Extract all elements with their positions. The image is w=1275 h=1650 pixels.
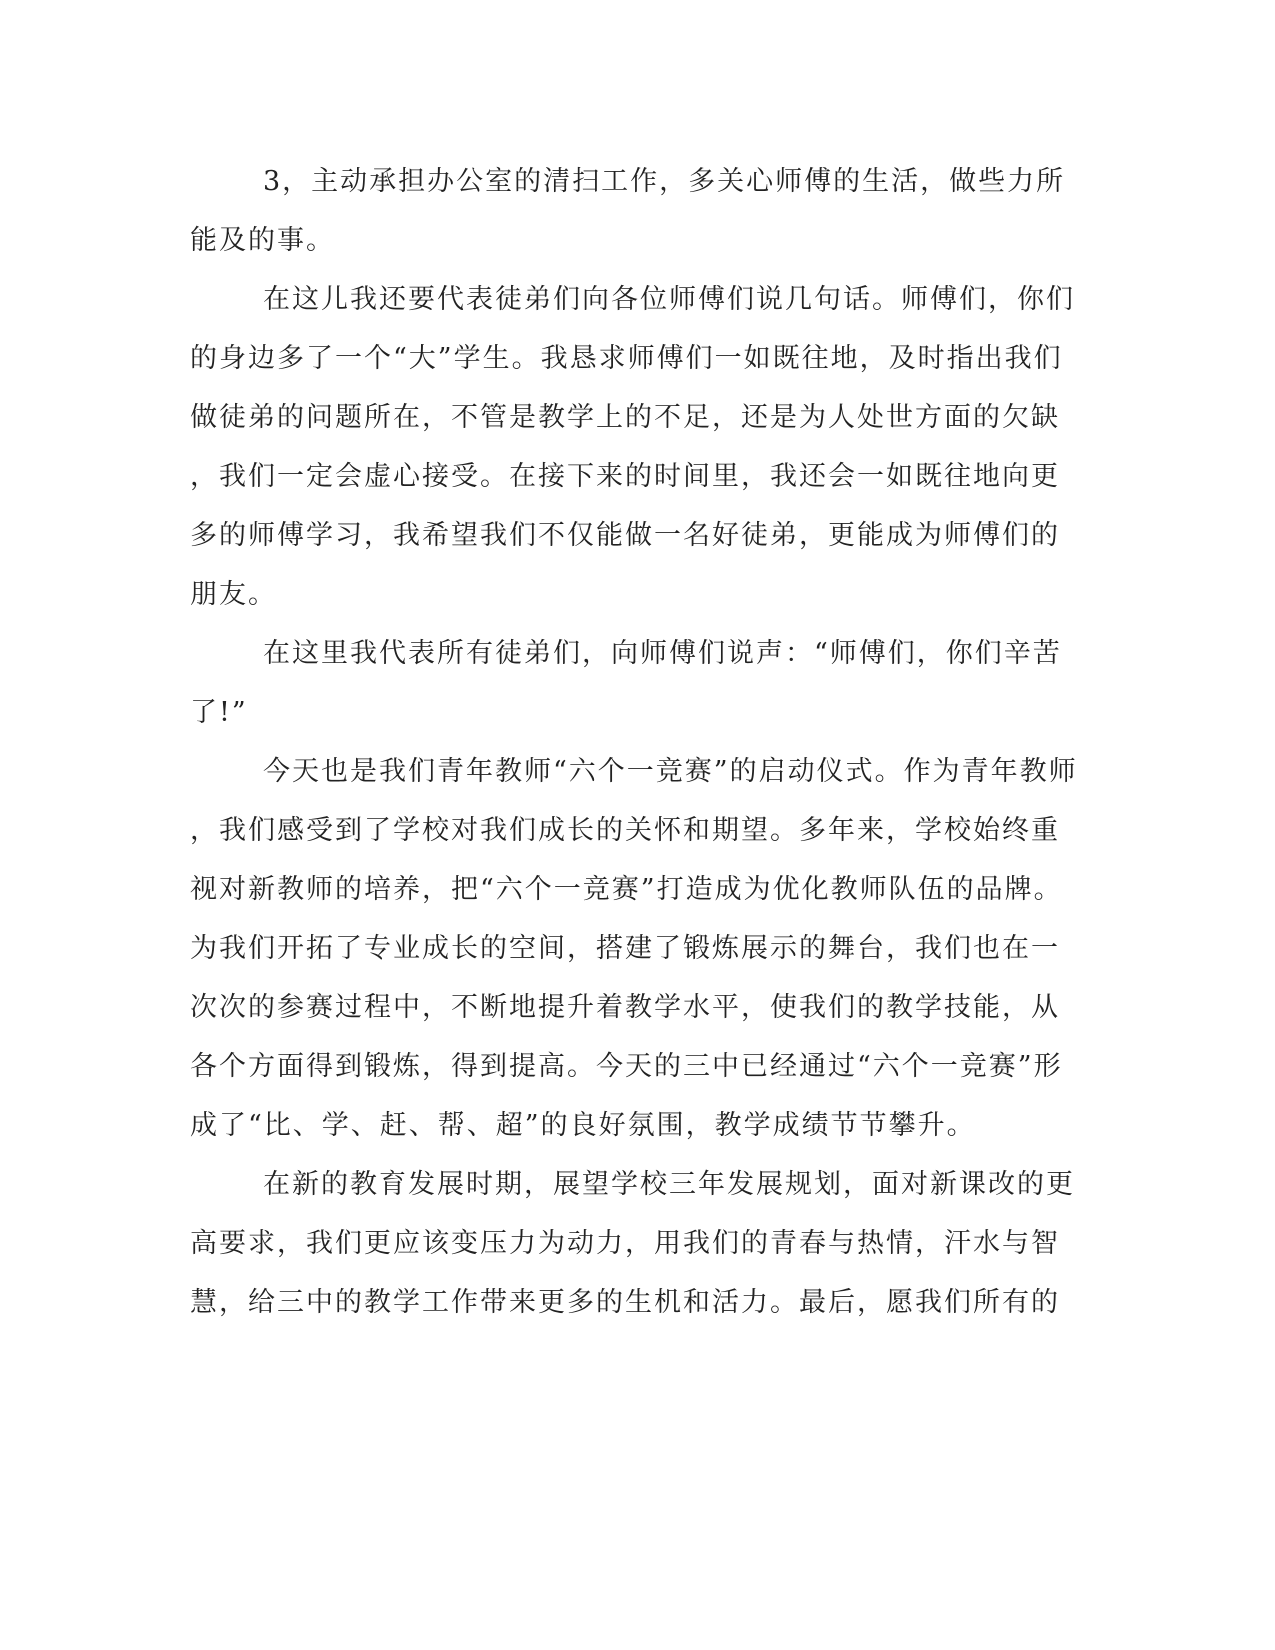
paragraph-line: 能及的事。 [190,225,335,256]
paragraph-line: 在这儿我还要代表徒弟们向各位师傅们说几句话。师傅们，你们 [263,284,1075,315]
paragraph-line: 视对新教师的培养，把“六个一竞赛”打造成为优化教师队伍的品牌。 [190,874,1063,905]
paragraph-line: ，我们感受到了学校对我们成长的关怀和期望。多年来，学校始终重 [190,815,1060,846]
paragraph-line: 各个方面得到锻炼，得到提高。今天的三中已经通过“六个一竞赛”形 [190,1051,1063,1082]
paragraph-line: 了!” [190,697,248,728]
paragraph-line: 慧，给三中的教学工作带来更多的生机和活力。最后，愿我们所有的 [190,1287,1060,1318]
paragraph-line: 成了“比、学、赶、帮、超”的良好氛围，教学成绩节节攀升。 [190,1110,976,1141]
paragraph-line: 为我们开拓了专业成长的空间，搭建了锻炼展示的舞台，我们也在一 [190,933,1060,964]
paragraph-line: 在这里我代表所有徒弟们，向师傅们说声：“师傅们，你们辛苦 [263,638,1062,669]
paragraph-line: 多的师傅学习，我希望我们不仅能做一名好徒弟，更能成为师傅们的 [190,520,1060,551]
paragraph-line: 做徒弟的问题所在，不管是教学上的不足，还是为人处世方面的欠缺 [190,402,1060,433]
paragraph-line: 朋友。 [190,579,277,610]
paragraph-line: ，我们一定会虚心接受。在接下来的时间里，我还会一如既往地向更 [190,461,1060,492]
paragraph-line: 今天也是我们青年教师“六个一竞赛”的启动仪式。作为青年教师 [263,756,1078,787]
paragraph-line: 次次的参赛过程中，不断地提升着教学水平，使我们的教学技能，从 [190,992,1060,1023]
paragraph-line: 3，主动承担办公室的清扫工作，多关心师傅的生活，做些力所 [263,166,1066,197]
paragraph-line: 高要求，我们更应该变压力为动力，用我们的青春与热情，汗水与智 [190,1228,1060,1259]
paragraph-line: 的身边多了一个“大”学生。我恳求师傅们一如既往地，及时指出我们 [190,343,1063,374]
paragraph-line: 在新的教育发展时期，展望学校三年发展规划，面对新课改的更 [263,1169,1075,1200]
